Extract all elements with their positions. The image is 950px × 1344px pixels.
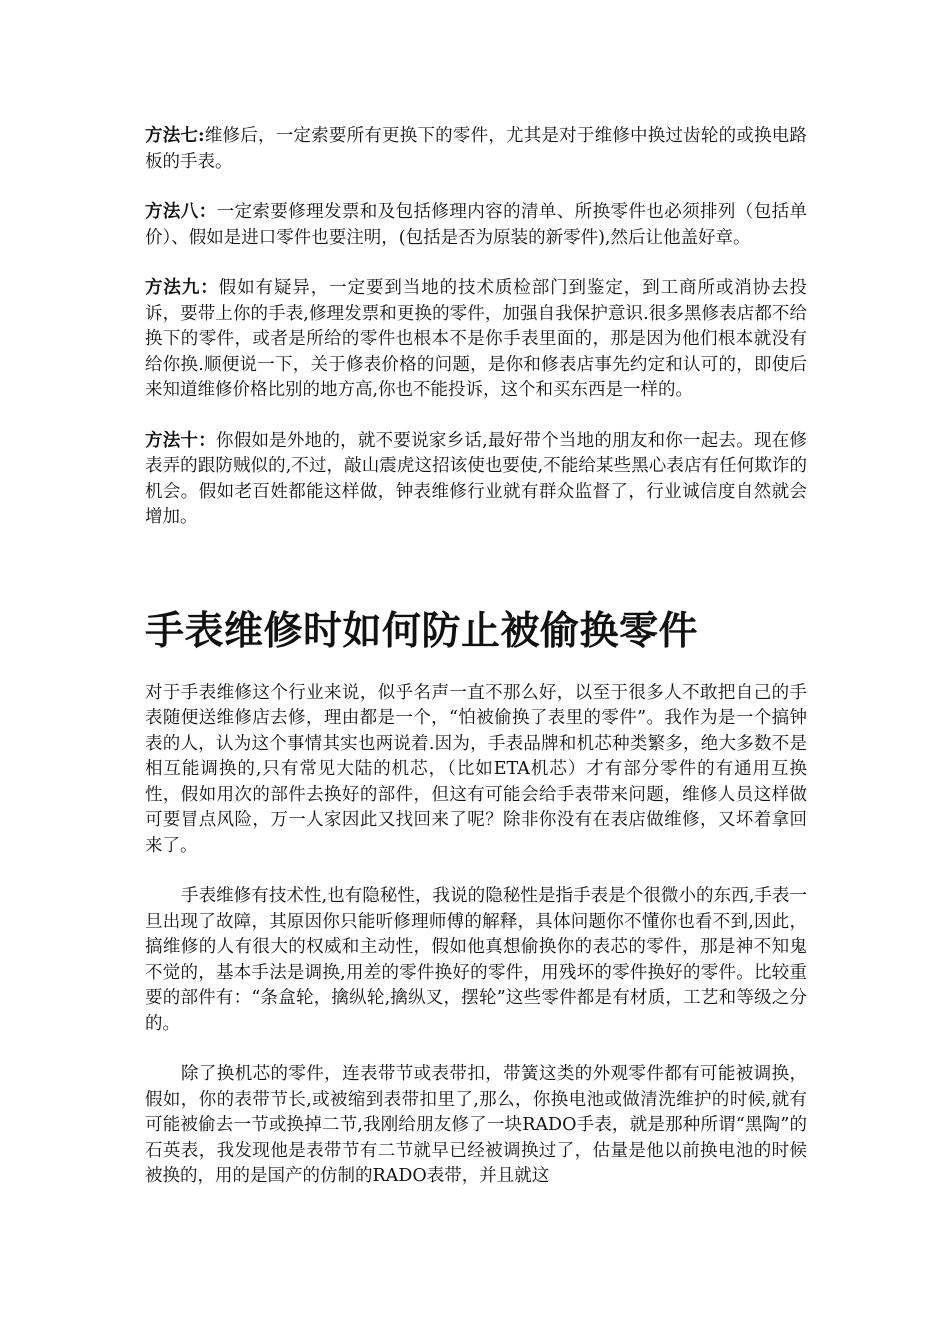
method-seven-text: 维修后，一定索要所有更换下的零件，尤其是对于维修中换过齿轮的或换电路板的手表。 (145, 126, 808, 172)
method-nine (145, 276, 807, 404)
method-nine-text: 假如有疑异，一定要到当地的技术质检部门到鉴定，到工商所或消协去投诉，要带上你的手表,修理发票和更换的零件，加强自我保护意识.很多黑修表店都不给换下的零件，或者是所给的零件也根本不是你手表里面的，那是因为他们根本就没有给你换.顺便说一下，关于修表价格的问题，是你和修表店事先约定和认可的，即使后来知道维修价格比别的地方高,你也不能投诉，这个和买东西是一样的。 (145, 278, 808, 400)
method-eight-text: 一定索要修理发票和及包括修理内容的清单、所换零件也必须排列（包括单价）、假如是进口零件也要注明，(包括是否为原装的新零件),然后让他盖好章。 (145, 202, 808, 248)
document-content (145, 124, 807, 1215)
article-paragraph-2: 手表维修有技术性,也有隐秘性，我说的隐秘性是指手表是个很微小的东西,手表一旦出现了故障，其原因你只能听修理师傅的解释，具体问题你不懂你也看不到,因此，搞维修的人有很大的权威和主动性，假如他真想偷换你的表芯的零件，那是神不知鬼不觉的，基本手法是调换,用差的零件换好的零件，用残坏的零件换好的零件。比较重要的部件有：“条盒轮，擒纵轮,擒纵叉，摆轮”这些零件都是有材质，工艺和等级之分的。 (145, 886, 807, 1034)
method-eight (145, 200, 807, 251)
article-title: 手表维修时如何防止被偷换零件 (145, 608, 699, 654)
article-paragraph-1: 对于手表维修这个行业来说，似乎名声一直不那么好，以至于很多人不敢把自己的手表随便送维修店去修，理由都是一个，“怕被偷换了表里的零件”。我作为是一个搞钟表的人，认为这个事情其实也两说着.因为，手表品牌和机芯种类繁多，绝大多数不是相互能调换的,只有常见大陆的机芯，（比如ETA机芯）才有部分零件的有通用互换性，假如用次的部件去换好的部件，但这有可能会给手表带来问题，维修人员这样做可要冒点风险，万一人家因此又找回来了呢？除非你没有在表店做维修，又坏着拿回来了。 (145, 682, 807, 856)
method-ten-label: 方法十： (145, 430, 216, 451)
method-eight-label: 方法八： (145, 202, 217, 222)
method-seven-label: 方法七: (145, 126, 205, 146)
article-paragraph-3: 除了换机芯的零件，连表带节或表带扣，带簧这类的外观零件都有可能被调换，假如，你的表带节长,或被缩到表带扣里了,那么，你换电池或做清洗维护的时候,就有可能被偷去一节或换掉二节,我刚给朋友修了一块RADO手表，就是那种所谓“黑陶”的石英表，我发现他是表带节有二节就早已经被调换过了，估量是他以前换电池的时候被换的，用的是国产的仿制的RADO表带，并且就这 (145, 1064, 807, 1186)
method-ten (145, 429, 807, 531)
method-nine-label: 方法九： (145, 278, 219, 298)
method-seven (145, 124, 807, 175)
method-ten-text: 你假如是外地的，就不要说家乡话,最好带个当地的朋友和你一起去。现在修表弄的跟防贼似的,不过，敲山震虎这招该使也要使,不能给某些黑心表店有任何欺诈的机会。假如老百姓都能这样做，钟表维修行业就有群众监督了，行业诚信度自然就会增加。 (145, 430, 808, 527)
